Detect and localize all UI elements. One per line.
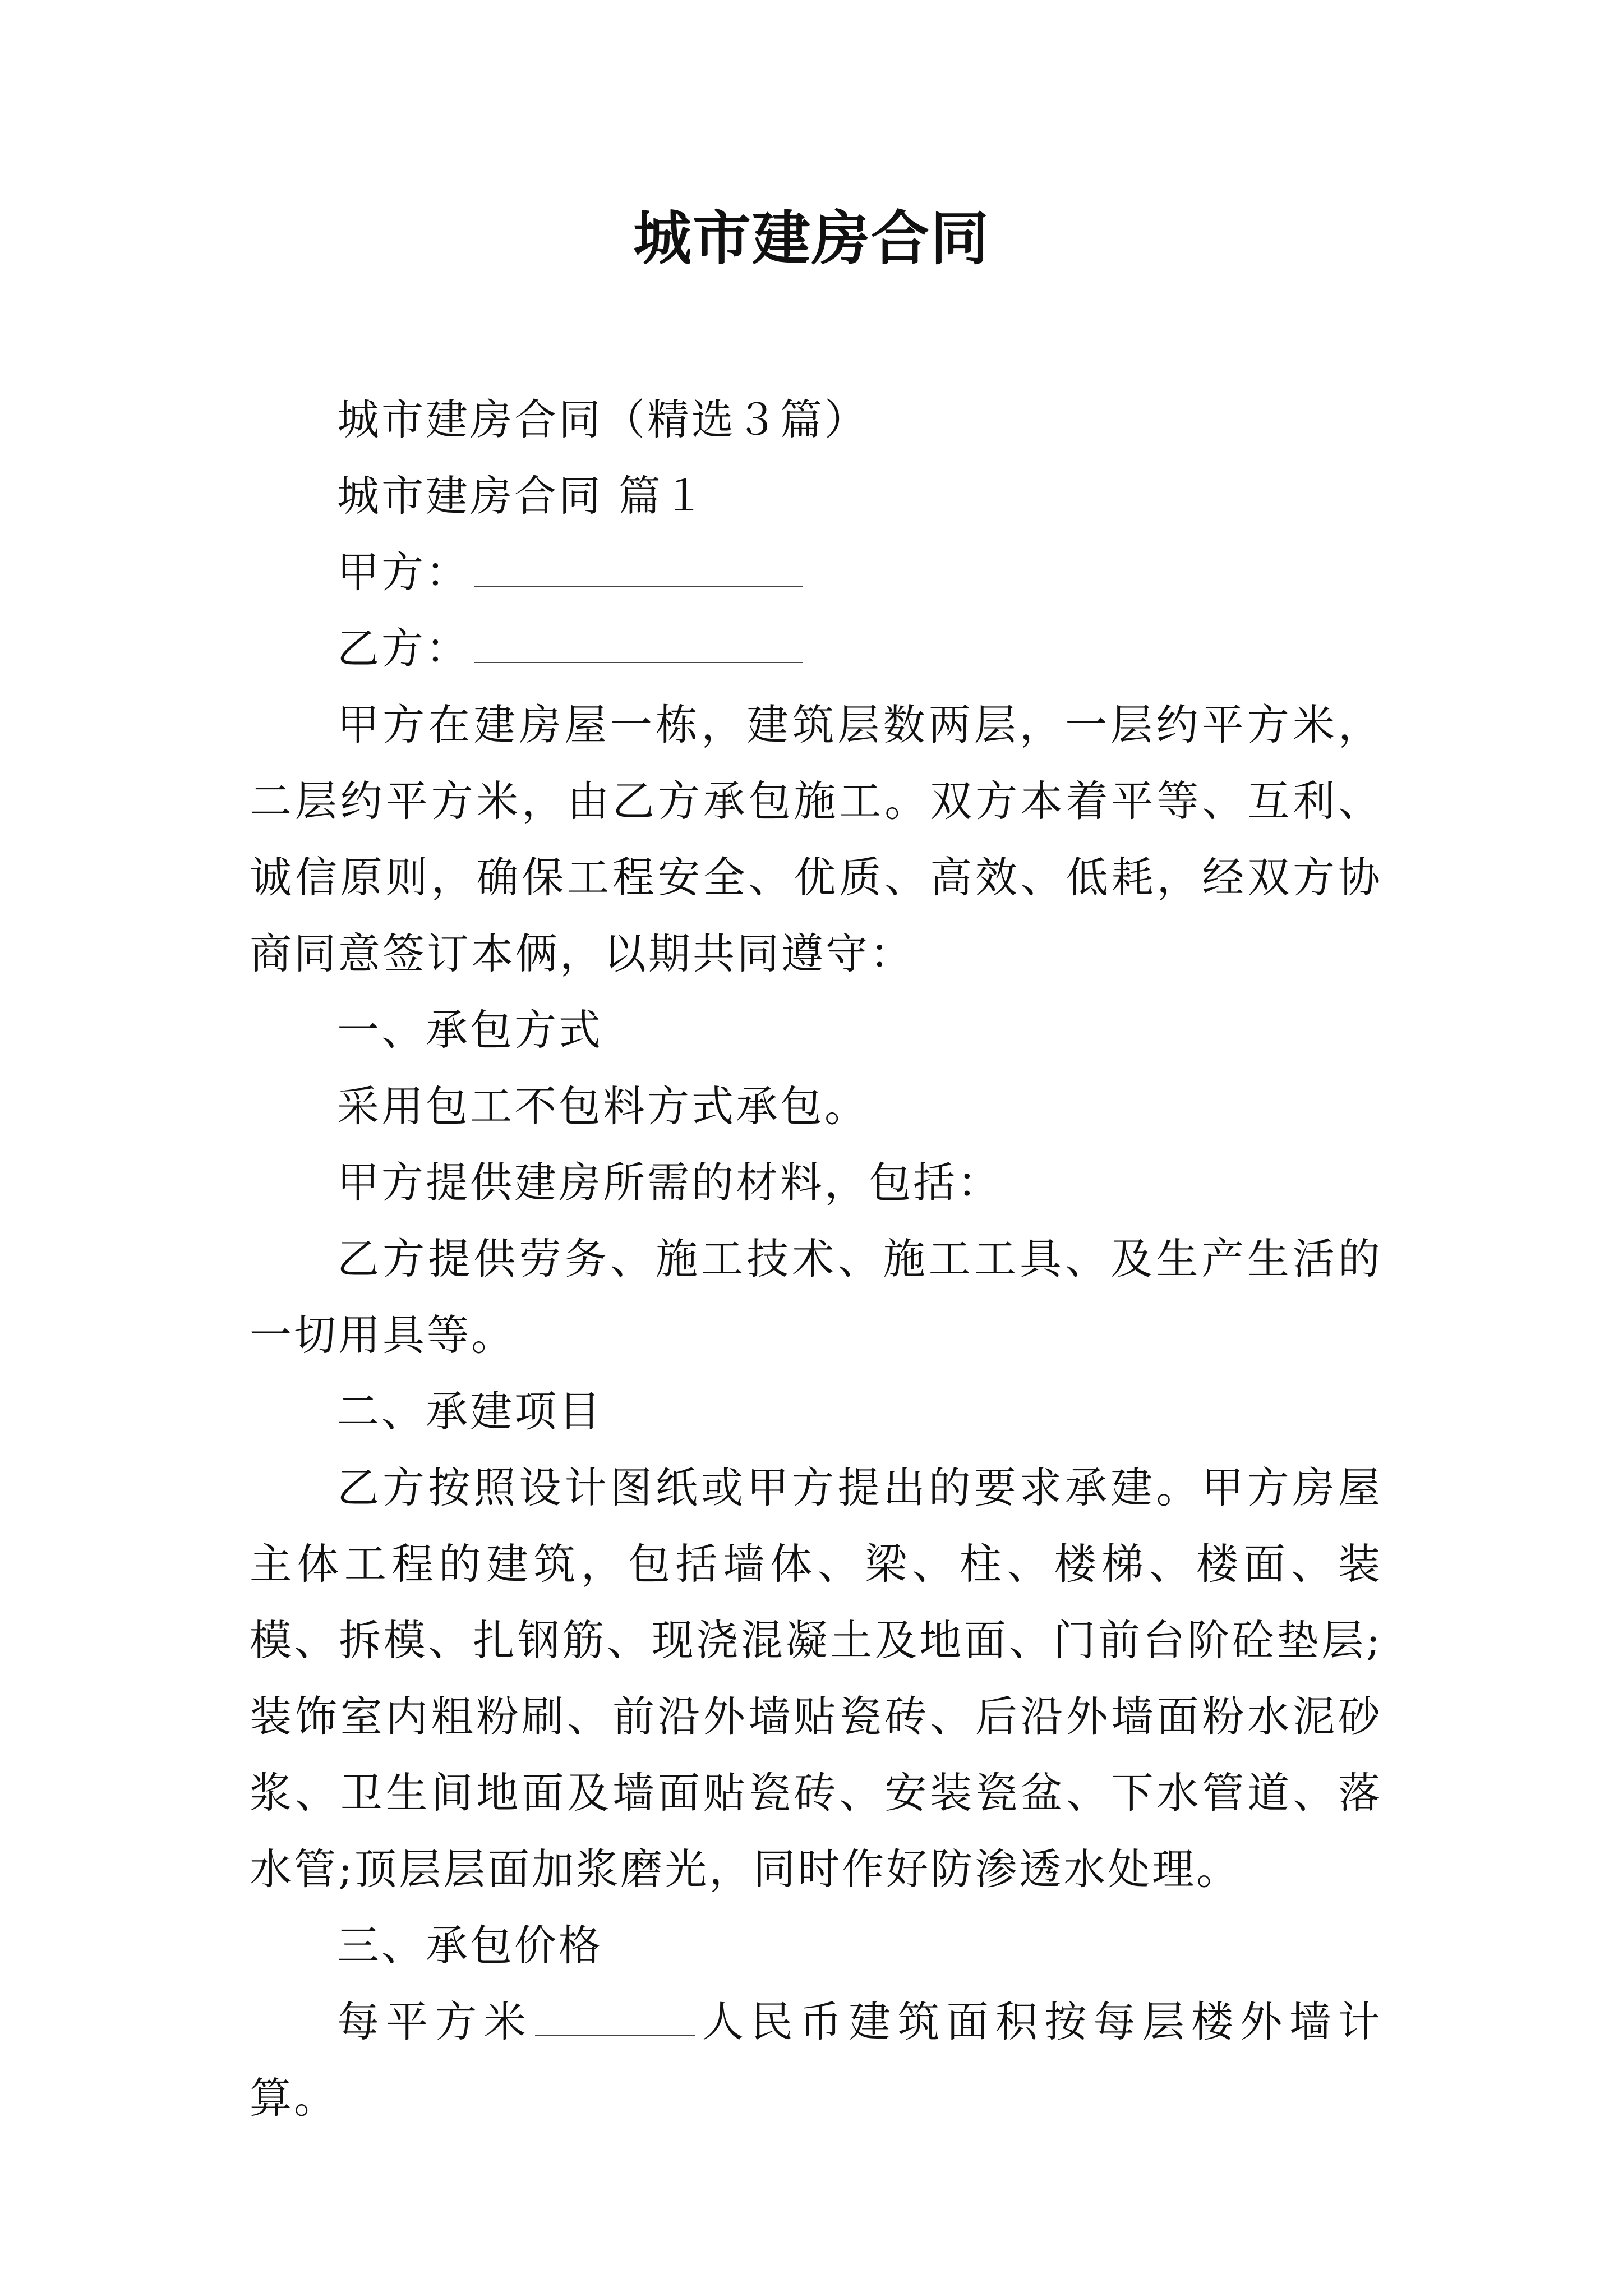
paragraph-materials: 甲方提供建房所需的材料，包括： [337,1158,1002,1207]
party-b-line [250,610,1382,687]
paragraph-construction-items: 乙方按照设计图纸或甲方提出的要求承建。甲方房屋主体工程的建筑，包括墙体、梁、柱、楼梯、楼面、装模、拆模、扎钢筋、现浇混凝土及地面、门前台阶砼垫层;装饰室内粗粉刷、前沿外墙贴瓷砖、后沿外墙面粉水泥砂浆、卫生间地面及墙面贴瓷砖、安装瓷盆、下水管道、落水管;顶层层面加浆磨光，同时作好防渗透水处理。 [250,1463,1382,1894]
section-heading: 城市建房合同 篇１ [337,471,707,521]
party-b-blank [474,628,803,663]
intro-paragraph: 甲方在建房屋一栋，建筑层数两层，一层约平方米，二层约平方米，由乙方承包施工。双方本着平等、互利、诚信原则，确保工程安全、优质、高效、低耗，经双方协商同意签订本俩，以期共同遵守： [250,700,1382,978]
heading-contract-method: 一、承包方式 [337,1005,603,1055]
heading-contract-price: 三、承包价格 [337,1921,603,1970]
subtitle: 城市建房合同（精选３篇） [337,395,869,444]
price-suffix: 人民币建筑面积按每层楼外墙计算。 [250,1997,1382,2123]
party-a-label: 甲方： [337,547,471,597]
document-body [250,381,1382,2136]
party-a-line [250,534,1382,610]
party-a-blank [474,552,803,587]
price-prefix: 每平方米 [337,1997,533,2046]
document-title: 城市建房合同 [633,204,990,273]
paragraph-method: 采用包工不包料方式承包。 [337,1082,869,1131]
party-b-label: 乙方： [337,624,471,673]
paragraph-price [250,1984,1382,2136]
heading-construction-items: 二、承建项目 [337,1387,603,1436]
paragraph-labor: 乙方提供劳务、施工技术、施工工具、及生产生活的一切用具等。 [250,1234,1382,1360]
price-blank [535,2001,695,2036]
